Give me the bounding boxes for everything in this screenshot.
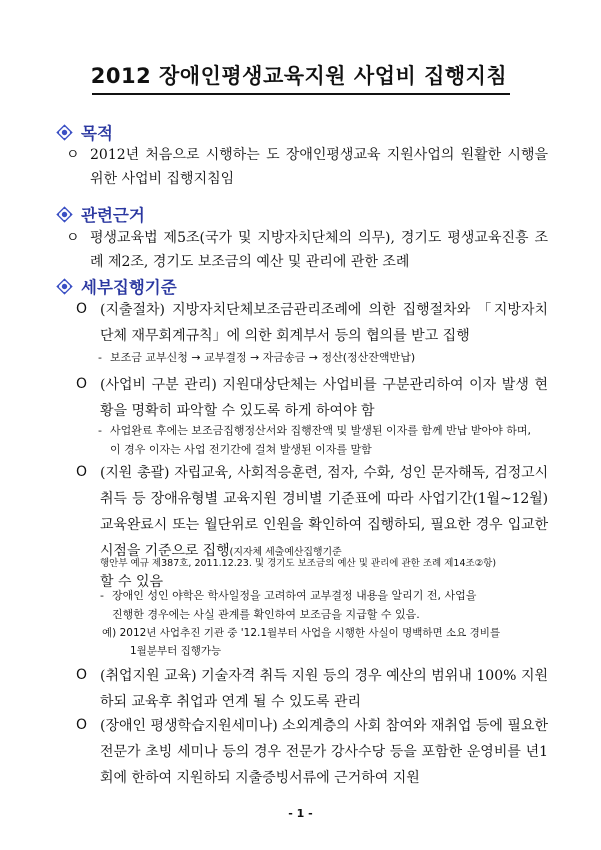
bullet-marker: O (76, 301, 88, 317)
item-text: 평생교육법 제5조(국가 및 지방자치단체의 의무), 경기도 평생교육진흥 조례 제2조, 경기도 보조금의 예산 및 관리에 관한 조례 (90, 230, 548, 270)
example-note (102, 624, 500, 660)
section-title: 관련근거 (81, 206, 145, 225)
section-basis-heading (56, 202, 145, 226)
list-item (76, 460, 548, 566)
sub-text: 이 경우 이자는 사업 전기간에 걸쳐 발생된 이자를 말함 (110, 443, 372, 456)
item-text: 2012년 처음으로 시행하는 도 장애인평생교육 지원사업의 원활한 시행을 위한 사업비 집행지침임 (90, 147, 548, 187)
dash-marker: - (98, 351, 102, 364)
item-text: (사업비 구분 관리) 지원대상단체는 사업비를 구분관리하여 이자 발생 현황을 명확히 파악할 수 있도록 하게 하여야 함 (100, 377, 548, 419)
bullet-marker: ㅇ (66, 147, 80, 163)
sub-item (98, 348, 415, 367)
list-item (76, 713, 548, 791)
item-tail: 할 수 있음 (100, 574, 163, 590)
sub-text: 사업완료 후에는 보조금집행정산서와 집행잔액 및 발생된 이자를 함께 반납 받아야 하며, (110, 424, 531, 437)
section-title: 세부집행기준 (81, 278, 177, 297)
item-text: (취업지원 교육) 기술자격 취득 지원 등의 경우 예산의 범위내 100% 지원하되 교육후 취업과 연계 될 수 있도록 관리 (100, 668, 548, 710)
item-text-main: (지원 총괄) 자립교육, 사회적응훈련, 점자, 수화, 성인 문자해독, 검정고시 취득 등 장애유형별 교육지원 경비별 기준표에 따라 사업기간(1월~12월) 교육완료시 또는 월단위로 인원을 확인하여 집행하되, 필요한 경우 입교한 시점을 기준으로 집행 (100, 465, 548, 559)
bullet-marker: O (76, 717, 88, 733)
sub-item (100, 586, 476, 624)
section-criteria-heading (56, 274, 177, 298)
example-text: 1월분부터 집행가능 (130, 645, 222, 657)
document-title: 2012 장애인평생교육지원 사업비 집행지침 (90, 64, 508, 88)
item-text: (장애인 평생학습지원세미나) 소외계층의 사회 참여와 재취업 등에 필요한 전문가 초빙 세미나 등의 경우 전문가 강사수당 등을 포함한 운영비를 년1회에 한하여 지원하되 지출증빙서류에 근거하여 지원 (100, 718, 548, 786)
bullet-marker: O (76, 667, 88, 683)
dash-marker: - (100, 589, 104, 602)
sub-text: 장애인 성인 야학은 학사일정을 고려하여 교부결정 내용을 알리기 전, 사업을 (112, 589, 477, 602)
sub-text: 진행한 경우에는 사실 관계를 확인하여 보조금을 지급할 수 있음. (112, 608, 420, 621)
item-text: (지출절차) 지방자치단체보조금관리조례에 의한 집행절차와 「지방자치단체 재무회계규칙」에 의한 회계부서 등의 협의를 받고 집행 (100, 302, 548, 344)
section-title: 목적 (81, 124, 113, 143)
sub-text: 보조금 교부신청 → 교부결정 → 자금송금 → 정산(정산잔액반납) (110, 351, 416, 364)
title-underline (92, 93, 510, 95)
list-item (76, 663, 548, 715)
bullet-marker: O (76, 464, 88, 480)
example-text: 예) 2012년 사업추진 기관 중 '12.1월부터 사업을 시행한 사실이 명백하면 소요 경비를 (102, 627, 501, 639)
list-item (66, 226, 548, 274)
item-note: (지자체 세출예산집행기준 (229, 547, 342, 558)
item-text (100, 460, 548, 566)
bullet-marker: ㅇ (66, 230, 80, 246)
list-item (76, 372, 548, 424)
page-number: - 1 - (288, 807, 313, 820)
list-item (76, 297, 548, 349)
diamond-ornament-icon (56, 124, 73, 141)
diamond-ornament-icon (56, 206, 73, 223)
sub-item (98, 421, 531, 459)
list-item (66, 143, 548, 191)
dash-marker: - (98, 424, 102, 437)
bullet-marker: O (76, 376, 88, 392)
footnote-line: 행안부 예규 제387호, 2011.12.23. 및 경기도 보조금의 예산 및 관리에 관한 조례 제14조②항) (100, 558, 497, 569)
diamond-ornament-icon (56, 278, 73, 295)
section-purpose-heading (56, 120, 113, 144)
